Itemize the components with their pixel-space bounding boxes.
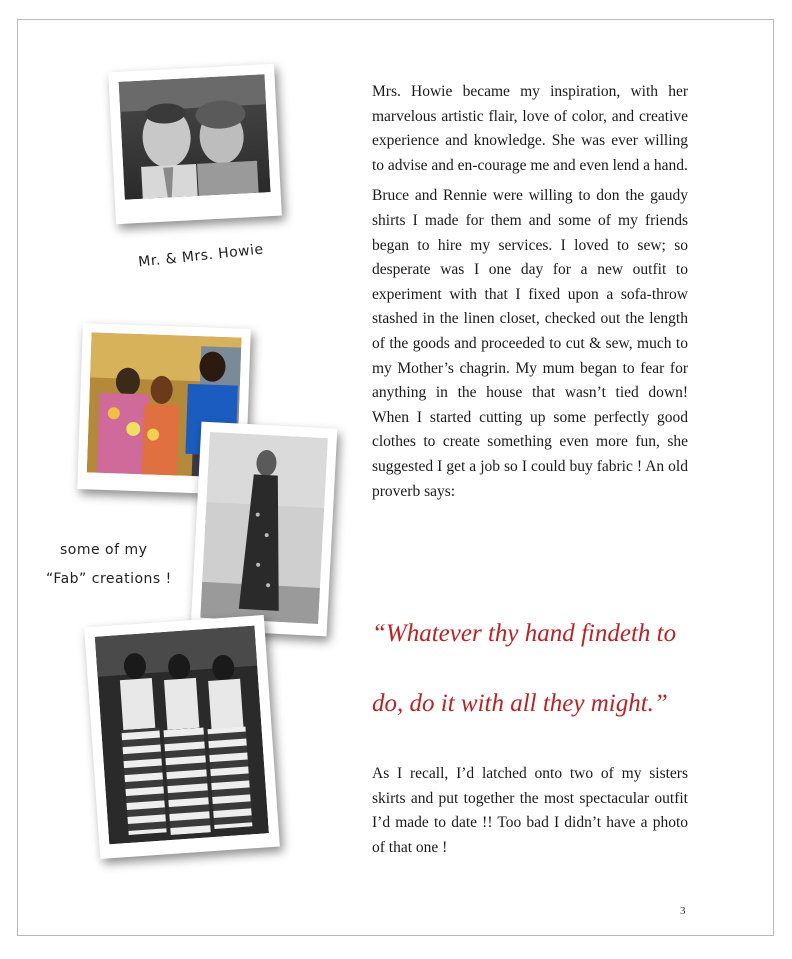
photo-fab-striped-trio-image	[95, 626, 269, 845]
paragraph-2: Bruce and Rennie were willing to don the gaudy shirts I made for them and some of my friends began to hire my services. I loved to sew; so desperate was I one day for a new outfit to experiment with that I fixed upon a sofa-throw stashed in the linen closet, checked out the length of the goods and proceeded to cut & sew, much to my Mother’s chagrin. My mum began to fear for anything in the house that wasn’t tied down! When I started cutting up some perfectly good clothes to create something even more fun, she suggested I get a job so I could buy fabric ! An old proverb says:	[372, 187, 688, 500]
photo-fab-striped-trio	[84, 615, 280, 859]
caption-howie: Mr. & Mrs. Howie	[137, 241, 265, 271]
body-text-top	[372, 80, 688, 510]
page-number: 3	[680, 905, 686, 917]
photo-mr-mrs-howie	[108, 64, 282, 224]
paragraph-1: Mrs. Howie became my inspiration, with her marvelous artistic flair, love of color, and creative experience and knowledge. She was ever willing to advise and en-courage me and even lend a hand.	[372, 83, 688, 174]
photo-howie-image	[119, 74, 271, 199]
proverb-quote-line1: “Whatever thy hand findeth to	[372, 620, 677, 647]
photo-fab-long-dress	[191, 422, 338, 637]
proverb-quote-line2: do, do it with all they might.”	[372, 690, 668, 717]
caption-fab-line2: “Fab” creations !	[46, 571, 172, 587]
paragraph-3: As I recall, I’d latched onto two of my sisters skirts and put together the most spectacular outfit I’d made to date !! Too bad I didn’t have a photo of that one !	[372, 765, 688, 856]
photo-fab-long-dress-image	[200, 432, 328, 624]
body-text-bottom	[372, 762, 688, 866]
caption-fab-line1: some of my	[60, 542, 148, 558]
